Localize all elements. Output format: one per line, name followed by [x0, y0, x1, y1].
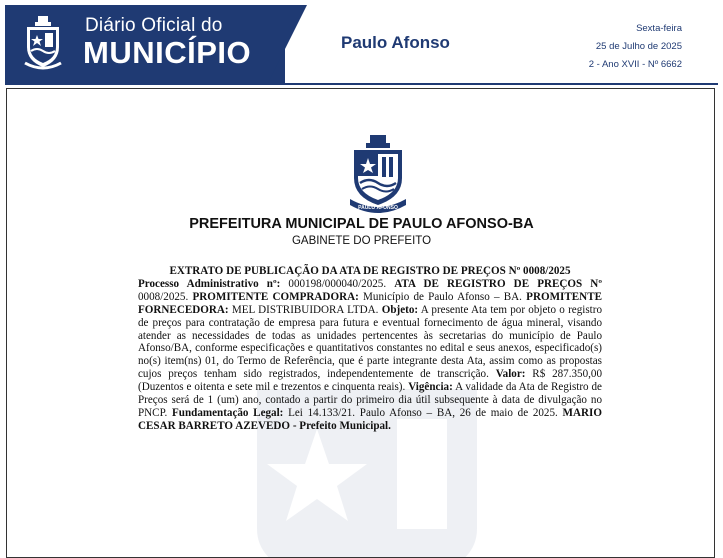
value-valor: R$ 287.350,00 (Duzentos e oitenta e sete mil e trezentos e cinquenta reais).: [138, 368, 602, 394]
label-vigencia: Vigência:: [408, 381, 453, 394]
signature: MARIO CESAR BARRETO AZEVEDO - Prefeito Municipal.: [138, 406, 602, 432]
brand-line-1: Diário Oficial do: [85, 15, 223, 36]
brand-banner: [5, 5, 285, 85]
header-rule: [5, 83, 718, 85]
gazette-header: [5, 5, 718, 85]
value-promitente-fornecedora: MEL DISTRIBUIDORA LTDA.: [228, 303, 382, 316]
extract-body: [138, 278, 602, 433]
publication-date: 25 de Julho de 2025: [595, 41, 682, 52]
municipal-crest-icon: [23, 15, 63, 73]
value-ata: 0008/2025.: [138, 290, 193, 303]
org-title: PREFEITURA MUNICIPAL DE PAULO AFONSO-BA: [189, 216, 534, 232]
value-objeto: A presente Ata tem por objeto o registro de preços para contratação de empresa para futura e eventual fornecimento de água mineral, visando atender as necessidades de todas as unidades pertencentes às secretarias do município de Paulo Afonso/BA, conforme especificações e quantitativos constantes no edital e seus anexos, especificado(s) no(s) item(ns) 01, do Termo de Referência, que é parte integrante desta Ata, assim como as propostas cujos preços tenham sido registrados, independentemente de transcrição.: [138, 303, 602, 381]
label-objeto: Objeto:: [381, 303, 419, 316]
weekday: Sexta-feira: [636, 23, 682, 34]
extract-text: [138, 265, 602, 433]
org-subtitle: GABINETE DO PREFEITO: [291, 235, 432, 247]
label-processo: Processo Administrativo nº:: [138, 277, 281, 290]
label-valor: Valor:: [495, 368, 526, 381]
edition-info: [589, 20, 682, 74]
city-name: Paulo Afonso: [341, 33, 450, 52]
label-promitente-compradora: PROMITENTE COMPRADORA:: [192, 290, 359, 303]
value-processo: 000198/000040/2025.: [280, 277, 395, 290]
extract-title: EXTRATO DE PUBLICAÇÃO DA ATA DE REGISTRO DE PREÇOS Nº 0008/2025: [169, 265, 571, 277]
value-promitente-compradora: Município de Paulo Afonso – BA.: [358, 290, 527, 303]
value-vigencia: A validade da Ata de Registro de Preços será de 1 (um) ano, contado a partir do primeiro dia útil subsequente à data de divulgação no PNCP.: [138, 381, 602, 419]
label-promitente-fornecedora: PROMITENTE FORNECEDORA:: [138, 290, 602, 316]
brand-notch: [267, 5, 307, 85]
crest-ribbon-text: PAULO AFONSO: [358, 205, 398, 211]
label-fundamentacao: Fundamentação Legal:: [172, 406, 284, 419]
brand-line-2: MUNICÍPIO: [83, 35, 252, 70]
label-ata: ATA DE REGISTRO DE PREÇOS Nº: [394, 277, 602, 290]
municipal-crest-icon: [348, 133, 408, 215]
value-fundamentacao: Lei 14.133/21. Paulo Afonso – BA, 26 de maio de 2025.: [283, 406, 563, 419]
document-page: [6, 88, 715, 558]
edition-number: 2 - Ano XVII - Nº 6662: [588, 59, 682, 70]
